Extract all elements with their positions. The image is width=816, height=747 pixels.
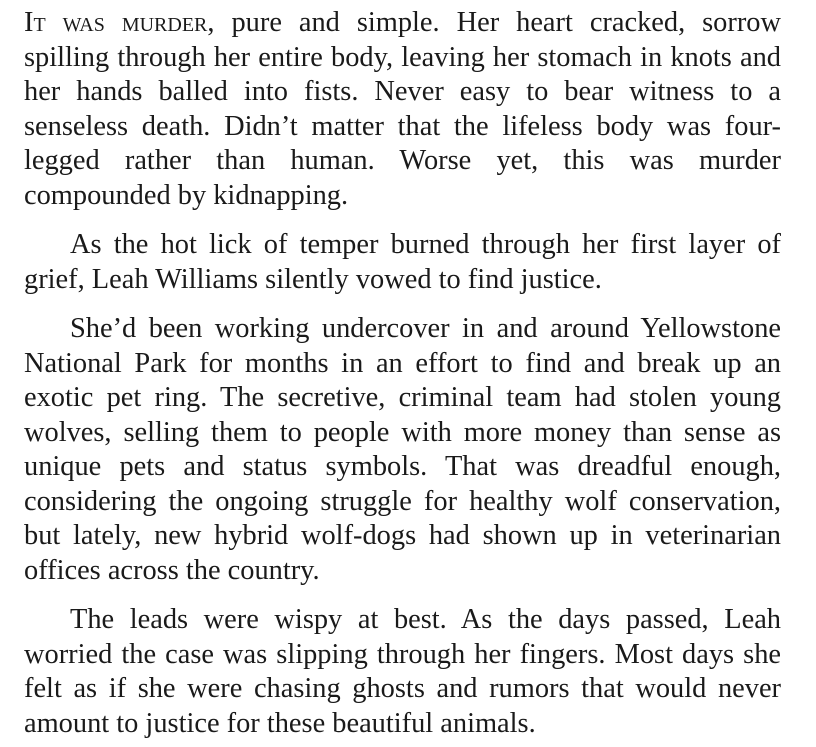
paragraph-1-text: , pure and simple. Her heart cracked, sorrow spilling through her entire body, leaving her stomach in knots and her hands balled into fists. Never easy to bear witness to a senseless death. Didn’t matter that the lifeless body was four-legged rather than human. Worse yet, this was murder compounded by kidnapping. — [24, 7, 781, 211]
paragraph-3: She’d been working undercover in and around Yellowstone National Park for months in an effort to find and break up an exotic pet ring. The secretive, criminal team had stolen young wolves, selling them to people with more money than sense as unique pets and status symbols. That was dreadful enough, considering the ongoing struggle for healthy wolf conservation, but lately, new hybrid wolf-dogs had shown up in veterinarian offices across the country. — [24, 313, 781, 586]
document-page — [24, 6, 781, 741]
paragraph-2: As the hot lick of temper burned through her first layer of grief, Leah Williams silently vowed to find justice. — [24, 229, 781, 295]
paragraph-4: The leads were wispy at best. As the days passed, Leah worried the case was slipping through her fingers. Most days she felt as if she were chasing ghosts and rumors that would never amount to justice for these beautiful animals. — [24, 604, 781, 739]
paragraph-1 — [24, 6, 781, 213]
chapter-opening-smallcaps: It was murder — [24, 7, 208, 38]
